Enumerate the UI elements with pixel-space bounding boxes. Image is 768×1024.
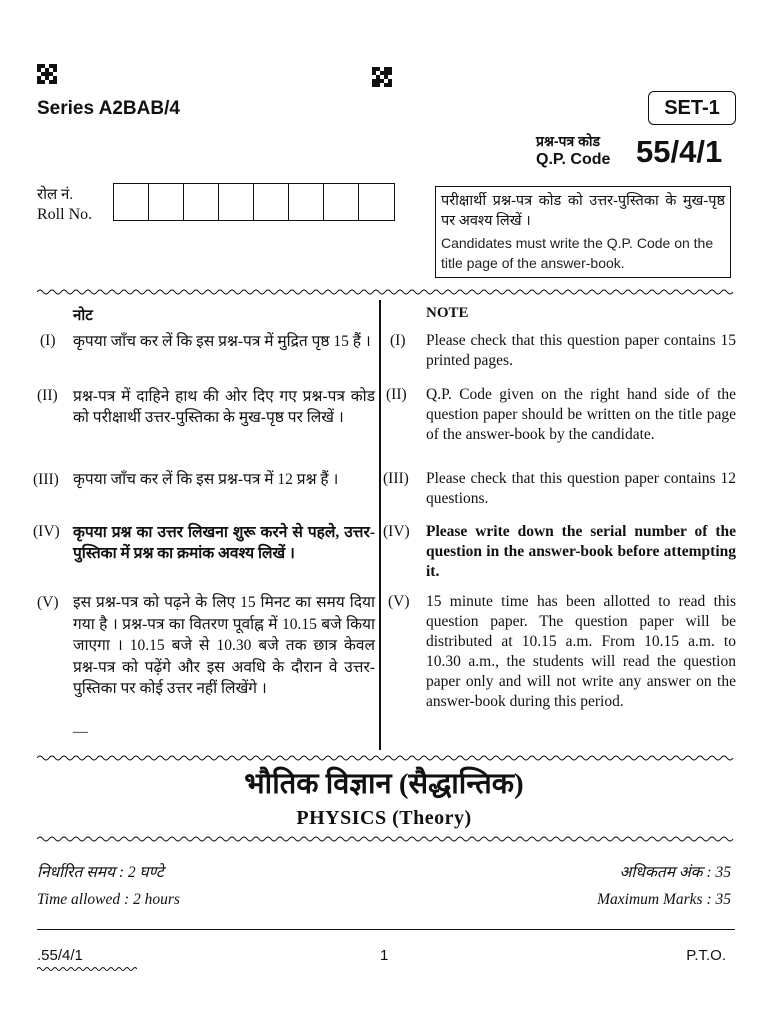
roll-digit-box[interactable] [149,184,184,220]
hindi-instruction: इस प्रश्न-पत्र को पढ़ने के लिए 15 मिनट का समय दिया गया है । प्रश्न-पत्र का वितरण पूर्वाह्न में 10.15 बजे किया जाएगा । 10.15 बजे से 10.30 बजे तक छात्र केवल प्रश्न-पत्र को पढ़ेंगे और इस अवधि के दौरान वे उत्तर-पुस्तिका पर कोई उत्तर नहीं लिखेंगे । [73,594,375,697]
subject-title-hindi: भौतिक विज्ञान (सैद्धान्तिक) [244,768,524,800]
note-title-hindi: नोट [73,308,93,324]
hindi-item-number: (II) [37,387,58,404]
pto-label: P.T.O. [686,947,726,964]
set-badge: SET-1 [648,91,736,125]
english-item-number: (I) [390,332,406,349]
qp-code-label-hindi: प्रश्न-पत्र कोड [536,133,600,149]
subject-title-english: PHYSICS (Theory) [296,807,472,829]
english-instruction: Q.P. Code given on the right hand side of the question paper should be written on the title page of the answer-book by the candidate. [426,386,736,443]
footer-code: .55/4/1 [37,947,83,964]
english-item-number: (IV) [383,523,410,540]
end-dash: — [73,724,88,740]
wavy-divider-top [37,288,735,296]
candidate-notice-box [435,186,731,278]
qr-code-center [372,67,392,87]
hindi-item-number: (IV) [33,523,60,540]
hindi-item-number: (I) [40,332,56,349]
page-number: 1 [380,947,389,964]
english-item-number: (III) [383,470,409,487]
roll-digit-box[interactable] [324,184,359,220]
hindi-item-number: (V) [37,594,59,611]
max-marks-english: Maximum Marks : 35 [597,891,731,908]
hindi-instruction: कृपया जाँच कर लें कि इस प्रश्न-पत्र में 12 प्रश्न हैं । [73,471,339,488]
english-instruction: Please check that this question paper contains 12 questions. [426,470,736,507]
hindi-instruction: कृपया प्रश्न का उत्तर लिखना शुरू करने से पहले, उत्तर-पुस्तिका में प्रश्न का क्रमांक अवश्य लिखें । [73,524,375,562]
english-instruction: 15 minute time has been allotted to read this question paper. The question paper will be distributed at 10.15 a.m. From 10.15 a.m. to 10.30 a.m., the students will read the question paper only and will not write any answer on the answer-book during this period. [426,593,736,710]
english-instruction: Please check that this question paper contains 15 printed pages. [426,332,736,369]
qp-code: 55/4/1 [636,134,723,169]
notice-hindi: परीक्षार्थी प्रश्न-पत्र कोड को उत्तर-पुस्तिका के मुख-पृष्ठ पर अवश्य लिखें । [441,193,725,229]
roll-digit-box[interactable] [254,184,289,220]
footer-rule [37,929,735,930]
column-divider [379,300,381,750]
roll-digit-box[interactable] [359,184,394,220]
hindi-item-number: (III) [33,471,59,488]
footer-code-underline [37,966,137,972]
english-item-number: (V) [388,593,410,610]
max-marks-hindi: अधिकतम अंक : 35 [619,864,731,881]
hindi-instruction: कृपया जाँच कर लें कि इस प्रश्न-पत्र में मुद्रित पृष्ठ 15 हैं । [73,333,371,350]
time-allowed-hindi: निर्धारित समय : 2 घण्टे [37,864,164,881]
english-item-number: (II) [386,386,407,403]
wavy-divider-lower [37,835,735,843]
roll-digit-box[interactable] [114,184,149,220]
time-allowed-english: Time allowed : 2 hours [37,891,180,908]
roll-digit-box[interactable] [289,184,324,220]
roll-label-english: Roll No. [37,206,93,223]
series-label: Series A2BAB/4 [37,98,180,119]
roll-digit-box[interactable] [184,184,219,220]
english-instruction: Please write down the serial number of the question in the answer-book before attempting it. [426,523,736,580]
hindi-instruction: प्रश्न-पत्र में दाहिने हाथ की ओर दिए गए प्रश्न-पत्र कोड को परीक्षार्थी उत्तर-पुस्तिका के मुख-पृष्ठ पर लिखें । [73,388,375,426]
roll-number-boxes[interactable] [113,183,395,221]
notice-english: Candidates must write the Q.P. Code on the title page of the answer-book. [441,235,714,271]
qp-code-label-english: Q.P. Code [536,151,611,168]
note-title-english: NOTE [426,305,469,321]
wavy-divider-middle [37,754,735,762]
roll-digit-box[interactable] [219,184,254,220]
roll-label-hindi: रोल नं. [37,187,74,203]
qr-code-left [37,64,57,84]
